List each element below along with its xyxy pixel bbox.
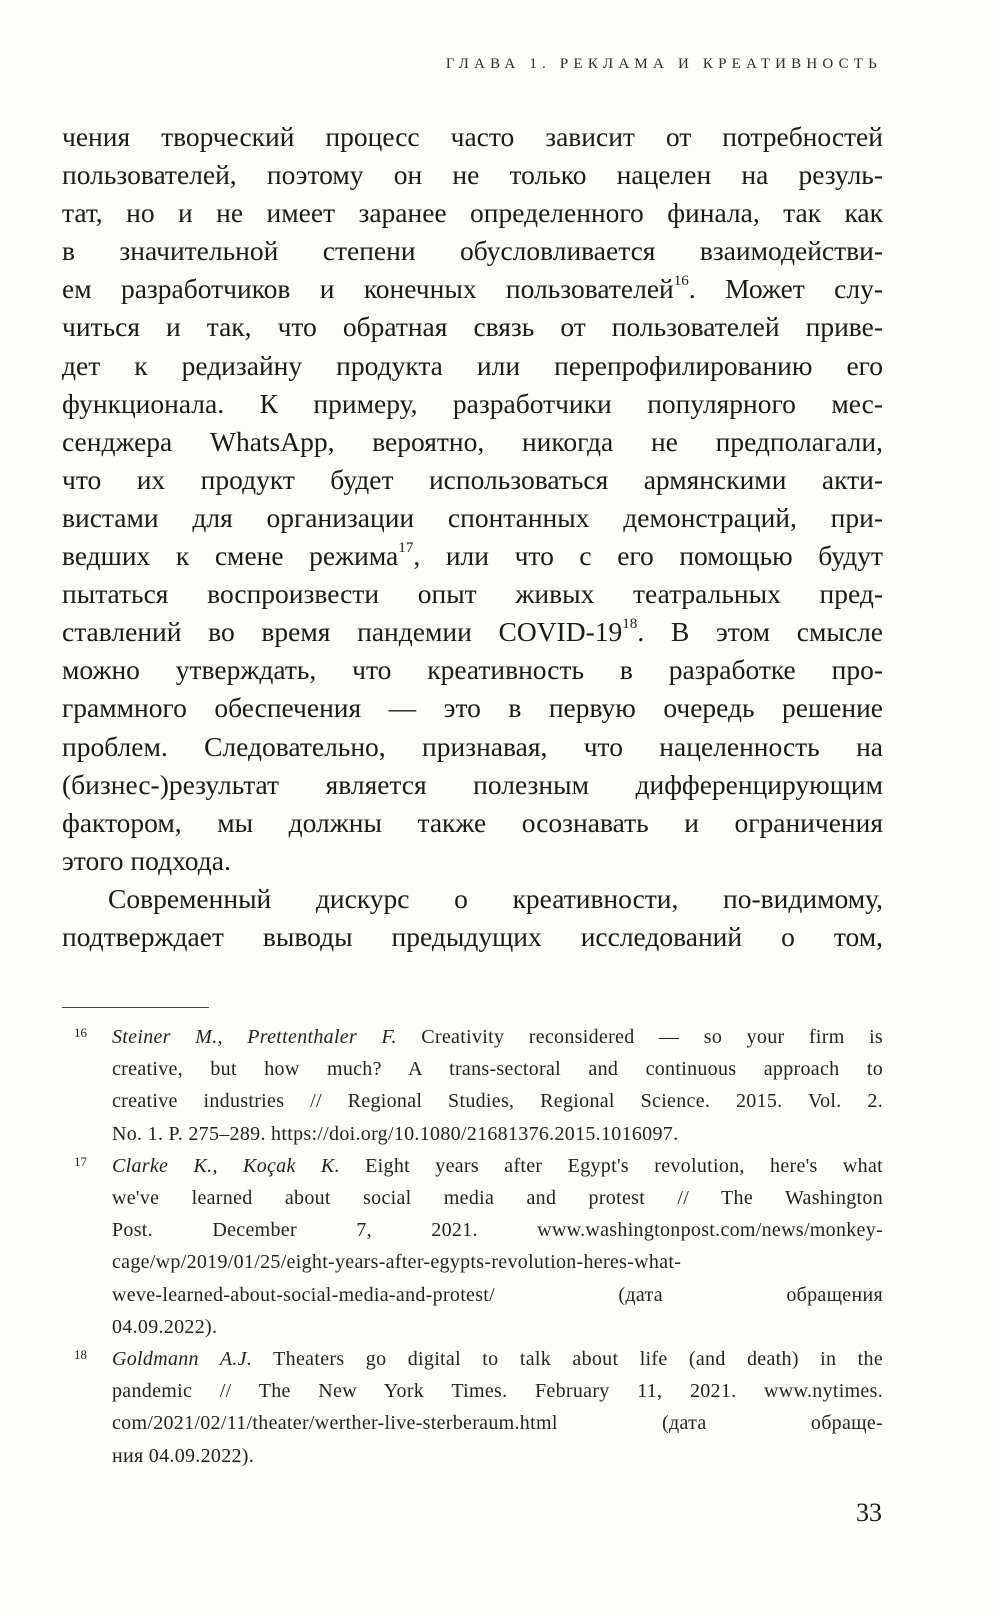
footnote-author: Clarke K., Koçak K. xyxy=(112,1154,340,1177)
text-segment: . Может слу- xyxy=(688,273,883,305)
text-line xyxy=(62,270,883,308)
footnote-line xyxy=(112,1343,883,1375)
text-segment: Creativity reconsidered — so your firm is xyxy=(396,1026,884,1048)
text-line: этого подхода. xyxy=(62,844,231,876)
text-line: сенджера WhatsApp, вероятно, никогда не предполагали, xyxy=(62,425,883,457)
text-line: проблем. Следовательно, признавая, что нацеленность на xyxy=(62,730,883,762)
text-line: пользователей, поэтому он не только нацелен на резуль- xyxy=(62,159,883,191)
footnote-16 xyxy=(62,1021,883,1150)
footnote-line: we've learned about social media and protest // The Washington xyxy=(112,1187,883,1210)
footnote-line xyxy=(112,1150,883,1182)
text-segment: Eight years after Egypt's revolution, here's what xyxy=(339,1154,883,1177)
footnote-ref-17[interactable]: 17 xyxy=(398,540,414,557)
footnote-number: 16 xyxy=(74,1025,87,1040)
footnote-author: Steiner M., Prettenthaler F. xyxy=(112,1026,397,1048)
footnote-line: No. 1. P. 275–289. https://doi.org/10.1080/21681376.2015.1016097. xyxy=(112,1122,679,1145)
text-line: вистами для организации спонтанных демонстраций, при- xyxy=(62,501,883,533)
footnote-line: weve-learned-about-social-media-and-protest/ (дата обращения xyxy=(112,1283,883,1306)
footnote-ref-18[interactable]: 18 xyxy=(622,616,638,633)
text-line: читься и так, что обратная связь от пользователей приве- xyxy=(62,311,883,343)
footnote-line: creative industries // Regional Studies, Regional Science. 2015. Vol. 2. xyxy=(112,1090,883,1113)
text-line: подтверждает выводы предыдущих исследований о том, xyxy=(62,920,883,952)
running-header: ГЛАВА 1. РЕКЛАМА И КРЕАТИВНОСТЬ xyxy=(445,56,882,72)
text-line: (бизнес-)результат является полезным дифференцирующим xyxy=(62,768,883,800)
footnote-divider xyxy=(62,1007,209,1008)
footnote-line: ния 04.09.2022). xyxy=(112,1444,255,1467)
footnote-line xyxy=(112,1021,883,1053)
text-line: дет к редизайну продукта или перепрофилированию его xyxy=(62,349,883,381)
text-line: фактором, мы должны также осознавать и ограничения xyxy=(62,806,883,838)
text-line xyxy=(62,613,883,651)
text-line: чения творческий процесс часто зависит от потребностей xyxy=(62,121,883,152)
text-line: функционала. К примеру, разработчики популярного мес- xyxy=(62,387,883,419)
text-line: в значительной степени обусловливается взаимодействи- xyxy=(62,235,883,267)
footnote-18 xyxy=(62,1343,883,1472)
footnote-number: 18 xyxy=(74,1347,87,1363)
footnotes xyxy=(62,1021,883,1472)
footnote-line: Post. December 7, 2021. www.washingtonpost.com/news/monkey- xyxy=(112,1219,883,1242)
text-line: пытаться воспроизвести опыт живых театральных пред- xyxy=(62,578,883,610)
footnote-ref-16[interactable]: 16 xyxy=(673,273,689,290)
main-text xyxy=(62,118,883,956)
text-line xyxy=(62,537,883,575)
text-segment: ведших к смене режима xyxy=(62,540,399,572)
text-line: можно утверждать, что креативность в разработке про- xyxy=(62,654,883,686)
footnote-line: cage/wp/2019/01/25/eight-years-after-egypts-revolution-heres-what- xyxy=(112,1251,682,1274)
footnote-number: 17 xyxy=(74,1153,87,1169)
text-line: Современный дискурс о креативности, по-видимому, xyxy=(108,882,883,914)
text-segment: . В этом смысле xyxy=(637,616,883,648)
footnote-line: creative, but how much? A trans-sectoral and continuous approach to xyxy=(112,1058,883,1081)
text-segment: ставлений во время пандемии COVID-19 xyxy=(62,616,623,648)
page-number: 33 xyxy=(856,1498,882,1527)
text-segment: Theaters go digital to talk about life (and death) in the xyxy=(252,1348,884,1371)
footnote-line: 04.09.2022). xyxy=(112,1315,218,1338)
footnote-line: com/2021/02/11/theater/werther-live-sterberaum.html (дата обраще- xyxy=(112,1412,883,1435)
text-segment: ем разработчиков и конечных пользователей xyxy=(62,273,674,305)
text-line: тат, но и не имеет заранее определенного финала, так как xyxy=(62,197,883,229)
footnote-author: Goldmann A.J. xyxy=(112,1348,253,1371)
footnote-17 xyxy=(62,1150,883,1343)
footnote-line: pandemic // The New York Times. February 11, 2021. www.nytimes. xyxy=(112,1380,883,1403)
text-segment: , или что с его помощью будут xyxy=(413,540,883,572)
text-line: граммного обеспечения — это в первую очередь решение xyxy=(62,692,883,724)
text-line: что их продукт будет использоваться армянскими акти- xyxy=(62,463,883,495)
